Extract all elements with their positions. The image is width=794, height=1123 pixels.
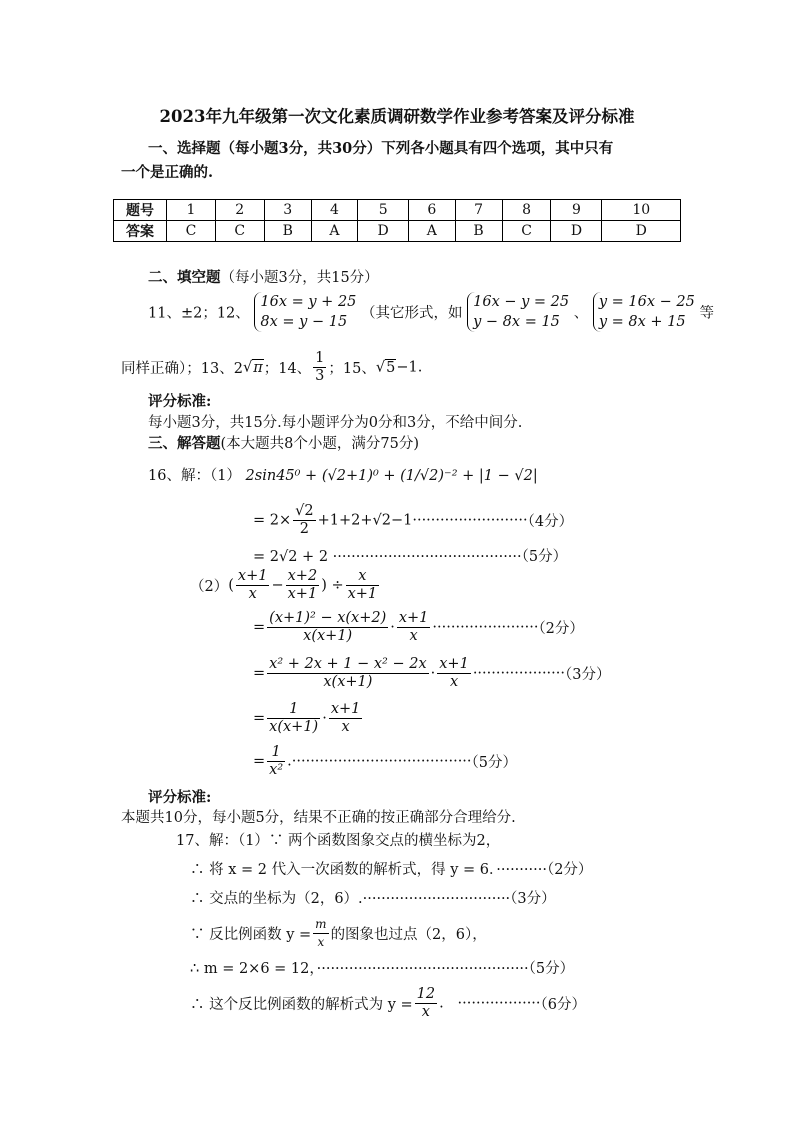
score-label: （5分） [528,961,575,977]
section3-heading [148,432,419,453]
q11-12-line [148,292,714,332]
sys3-eq2: y = 8x + 15 [598,314,686,330]
fraction-den: x [421,1004,430,1020]
q16-step1: = 2× $\frac{√2}{2}$ +1+2+√2−1·························（4分） [253,503,574,537]
score-label: （3分） [510,891,556,907]
table-cell: 6 [409,200,455,221]
q16-part1 [148,464,538,485]
q16-step1-a: = 2× [253,512,292,529]
table-cell: D [602,221,681,242]
sys3-eq1: y = 16x − 25 [598,294,695,310]
fraction-num: x+2 [287,568,318,584]
fraction-num: x [346,568,380,586]
table-cell: C [502,221,551,242]
q12-sep: 、 [573,305,589,322]
equation-system-2 [467,292,569,332]
sys2-eq1: 16x − y = 25 [473,294,570,310]
q17-line6: ∴ 这个反比例函数的解析式为 y = $\frac{12}{x}$ . ··················（6分） [190,986,587,1020]
table-cell: 7 [455,200,502,221]
q17-line6-fraction [415,986,437,1021]
score-label: （2分） [538,621,584,637]
q16-part2-label: （2） [190,579,229,595]
section1-line1: 一、选择题（每小题3分，共30分）下列各小题具有四个选项，其中只有 [148,140,614,157]
q17-line4-a: ∵ 反比例函数 y = [190,927,312,943]
table-cell: 3 [264,200,311,221]
table-cell: 9 [551,200,602,221]
q14-fraction [313,350,326,385]
fraction-num: x+1 [237,568,268,584]
table-cell: C [215,221,264,242]
score-label: （2分） [546,862,593,878]
q17-line4 [190,916,487,951]
fraction-num: (x+1)² − x(x+2) [269,610,387,626]
q16-step1-rest: +1+2+√2−1 [317,512,413,529]
score-label: （5分） [521,549,568,565]
fraction-num: 1 [267,701,320,719]
table-row-answers [114,221,681,242]
q13-text: 同样正确）；13、2 [121,361,243,377]
fraction-den: x [341,719,350,735]
q13-15-line: 同样正确）；13、2√π；14、 $\frac{1}{3}$ ；15、√5−1. [121,350,423,384]
fraction-den: x² [269,762,284,778]
fraction-den: x [317,935,325,949]
q16-part2-step2: = $\frac{\text{x² + 2x + 1 − x² − 2x}}{x(x+1)}$ · $\frac{x+1}{x}$ ····················（3分） [253,656,611,690]
step-fraction [397,610,431,645]
score-label: （4分） [527,514,574,530]
sys2-eq2: y − 8x = 15 [473,314,560,330]
table-cell: 1 [167,200,216,221]
fraction-den: x [409,628,418,644]
step-fraction [267,701,320,736]
q15-text: ；15、 [328,361,376,377]
fraction-num: m [313,916,328,934]
equation-system-1 [254,292,356,332]
q17-line6-a: ∴ 这个反比例函数的解析式为 y = [190,997,413,1013]
q16-step2-expr: = 2√2 + 2 [253,549,329,565]
q14-num: 1 [315,350,325,366]
q16-part2-frac-c [346,568,380,603]
fraction-num: x+1 [330,701,361,717]
q16-part2-step3: = $\frac{1}{x(x+1)}$ · $\frac{x+1}{x}$ [253,701,361,735]
score-label: （5分） [471,755,518,771]
score-label: （6分） [540,997,587,1013]
fraction-den: x [248,586,257,602]
section2-heading-bold: 二、填空题 [148,269,221,286]
q17-line5: ∴ m = 2×6 = 12，··············································（5分） [190,961,575,977]
table-cell: 5 [358,200,409,221]
scoring-text-1: 每小题3分，共15分.每小题评分为0分和3分，不给中间分. [148,415,523,431]
table-cell: D [358,221,409,242]
section2-heading [148,266,379,287]
step-fraction [267,610,388,645]
fraction-den: x(x+1) [269,719,319,735]
q16-part2: （2）( $\frac{x+1}{x}$ − $\frac{x+2}{x+1}$ ) ÷ $\frac{x}{x+1}$ [190,568,378,602]
table-cell: B [264,221,311,242]
q17-line5-text: ∴ m = 2×6 = 12， [190,961,317,977]
fraction-den: x(x+1) [303,628,353,644]
fraction-den: x+1 [347,586,378,602]
fraction-num: 1 [267,744,285,762]
q16-part2-frac-b [286,568,320,603]
section3-heading-rest: (本大题共8个小题，满分75分) [220,436,419,452]
q14-text: ；14、 [263,361,312,377]
q15-rest: −1. [396,359,423,376]
q13-sqrt: π [253,360,263,376]
table-cell: A [409,221,455,242]
answer-table [113,199,681,242]
q17-line4-fraction [313,916,328,951]
section2-heading-rest: （每小题3分，共15分） [220,270,379,286]
fraction-num: √2 [295,503,314,519]
table-cell: 8 [502,200,551,221]
table-cell: 10 [602,200,681,221]
scoring-heading-1: 评分标准: [148,393,212,410]
page-title: 2023年九年级第一次文化素质调研数学作业参考答案及评分标准 [159,107,635,126]
fraction-num: x+1 [398,610,429,626]
fraction-den: x+1 [287,586,318,602]
table-cell: 2 [215,200,264,221]
score-label: （3分） [565,667,611,683]
table-cell: C [167,221,216,242]
scoring-text-2: 本题共10分，每小题5分，结果不正确的按正确部分合理给分. [121,810,516,826]
q17-line3-text: ∴ 交点的坐标为（2，6）. [190,891,363,907]
q12-mid-text: （其它形式，如 [361,305,463,322]
fraction-num: 12 [416,986,436,1002]
scoring-heading-2: 评分标准: [148,789,212,806]
fraction-den: x [449,674,459,690]
sys1-eq2: 8x = y − 15 [260,314,348,330]
q17-line2-text: ∴ 将 x = 2 代入一次函数的解析式，得 y = 6． [190,862,497,878]
q17-line6-b: . [439,995,444,1012]
q17-line4-b: 的图象也过点（2，6）， [330,927,487,943]
table-cell: D [551,221,602,242]
q16-part2-step4: = $\frac{1}{\text{x²}}$ .·······································（5分） [253,744,518,778]
fraction-num: x+1 [439,656,469,672]
q17-line1: 17、解：（1）∵ 两个函数图象交点的横坐标为2， [176,833,501,849]
table-cell: 4 [311,200,357,221]
q17-line2: ∴ 将 x = 2 代入一次函数的解析式，得 y = 6．···········（2分） [190,862,593,878]
q16-part2-frac-a [236,568,270,603]
fraction-num: x² + 2x + 1 − x² − 2x [269,656,427,672]
q17-line3: ∴ 交点的坐标为（2，6）.································（3分） [190,891,556,907]
q16-expression: 2sin45⁰ + (√2+1)⁰ + (1/√2)⁻² + |1 − √2| [245,468,538,484]
fraction-den: x(x+1) [323,674,373,690]
step-fraction [437,656,471,691]
table-row-label: 题号 [114,200,167,221]
section3-heading-bold: 三、解答题 [148,435,221,452]
q16-step1-fraction [293,503,315,538]
table-cell: B [455,221,502,242]
table-cell: A [311,221,357,242]
fraction-den: 2 [299,521,309,537]
q12-deng: 等 [699,305,714,322]
table-row-numbers [114,200,681,221]
equation-system-3 [593,292,695,332]
q14-den: 3 [315,368,325,384]
q11-prefix: 11、±2；12、 [148,305,250,322]
q16-step2: = 2√2 + 2 ·········································（5分） [253,549,568,565]
q16-label: 16、解：（1） [148,468,241,484]
step-fraction [329,701,363,736]
step-fraction [267,744,285,779]
q15-sqrt: 5 [386,360,396,376]
step-fraction [267,656,428,691]
table-row-label: 答案 [114,221,167,242]
q16-part2-step1: = $\frac{\text{(x+1)² − x(x+2)}}{x(x+1)}$ · $\frac{x+1}{x}$ ·······················（2分） [253,610,584,644]
section1-line2: 一个是正确的. [121,164,214,181]
sys1-eq1: 16x = y + 25 [260,294,357,310]
